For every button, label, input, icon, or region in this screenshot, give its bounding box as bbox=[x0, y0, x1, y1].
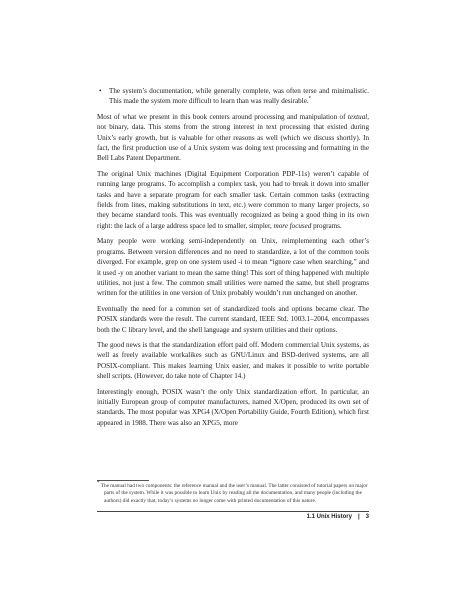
running-footer bbox=[307, 514, 369, 521]
emphasis: textual bbox=[347, 112, 368, 121]
footer-separator: | bbox=[357, 514, 360, 520]
main-text bbox=[97, 86, 369, 433]
footnote-divider bbox=[97, 480, 149, 481]
paragraph: The original Unix machines (Digital Equipment Corporation PDP-11s) weren’t capable of running large programs. To accomplish a complex task, you had to break it down into smaller tasks and have a separate program for each smaller task. Certain common tasks (extracting fields from lines, making substitutions in text, etc.) were common to many larger projects, so they became standard tools. This was eventually recognized as being a good thing in its own right: the lack of a large address space led to smaller, simpler, more focused programs. bbox=[97, 169, 369, 230]
footnote-marker: * bbox=[97, 481, 100, 487]
paragraph: Interestingly enough, POSIX wasn’t the only Unix standardization effort. In particular, an initially European group of computer manufacturers, named X/Open, produced its own set of standards. The most popular was XPG4 (X/Open Portability Guide, Fourth Edition), which first appeared in 1988. There was also an XPG5, more bbox=[97, 387, 369, 427]
bullet-text: The system’s documentation, while generally complete, was often terse and minimalistic. This made the system more difficult to learn than was really desirable. bbox=[109, 87, 369, 106]
paragraph: Most of what we present in this book centers around processing and manipulation of textual, not binary, data. This stems from the strong interest in text processing that existed during Unix’s early growth, but is valuable for other reasons as well (which we discuss shortly). In fact, the first production use of a Unix system was doing text processing and formatting in the Bell Labs Patent Department. bbox=[97, 112, 369, 163]
emphasis: more focused bbox=[273, 221, 312, 230]
footer-divider bbox=[97, 511, 369, 512]
section-title: 1.1 Unix History bbox=[306, 514, 352, 520]
paragraph: The good news is that the standardization effort paid off. Modern commercial Unix systems, as well as freely available workalikes such as GNU/Linux and BSD-derived systems, are all POSIX-compliant. This makes learning Unix easier, and makes it possible to write portable shell scripts. (However, do take note of Chapter 14.) bbox=[97, 340, 369, 381]
footnote bbox=[97, 483, 369, 505]
footnote-reference: * bbox=[308, 97, 312, 103]
bullet-marker: • bbox=[99, 87, 102, 95]
footnote-text: * The manual had two components: the reference manual and the user’s manual. The latter consisted of tutorial papers on major parts of the system. While it was possible to learn Unix by reading all the documentation, and many people (including the authors) did exactly that, today’s systems no longer come with printed documentation of this nature. bbox=[97, 481, 368, 504]
paragraph: Eventually the need for a common set of standardized tools and options became clear. The POSIX standards were the result. The current standard, IEEE Std. 1003.1–2004, encompasses both the C library level, and the shell language and system utilities and their options. bbox=[97, 304, 369, 334]
page-number: 3 bbox=[365, 514, 369, 520]
bullet-list bbox=[97, 86, 369, 107]
bullet-item bbox=[99, 86, 369, 107]
paragraph: Many people were working semi-independently on Unix, reimplementing each other’s programs. Between version differences and no need to standardize, a lot of the common tools diverged. For example, grep on one system used -i to mean “ignore case when searching,” and it used -y on another variant to mean the same thing! This sort of thing happened with multiple utilities, not just a few. The common small utilities were named the same, but shell programs written for the utilities in one version of Unix probably wouldn’t run unchanged on another. bbox=[97, 237, 369, 298]
